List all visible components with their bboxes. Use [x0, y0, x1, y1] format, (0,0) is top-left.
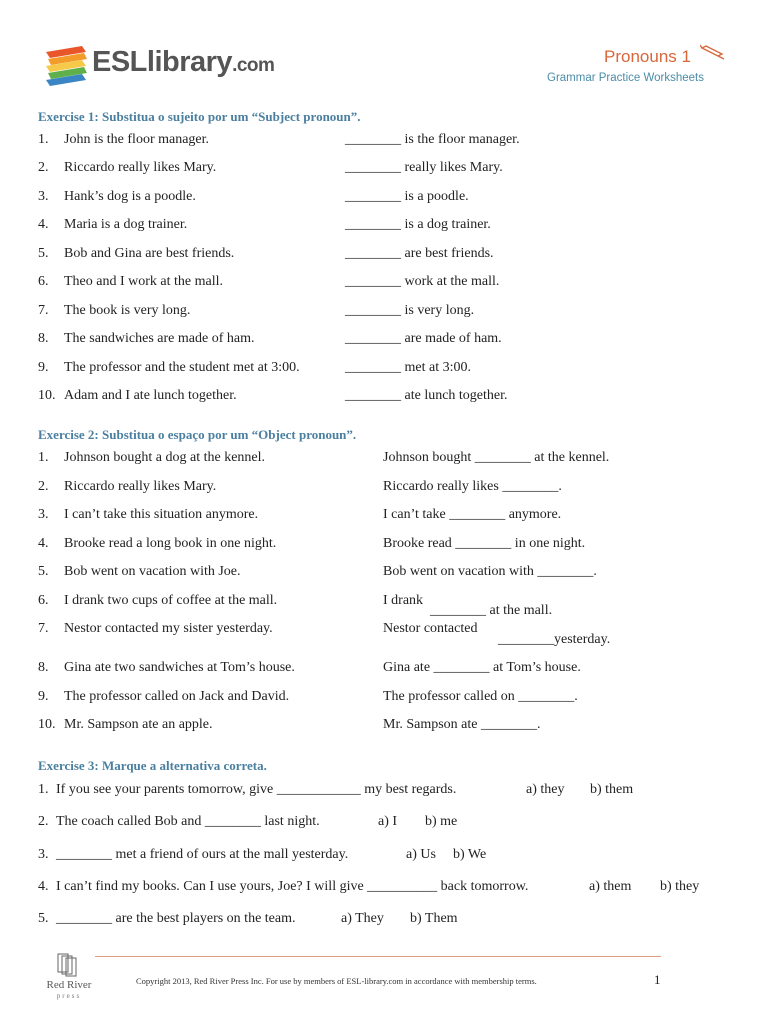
logo-wordmark: ESLlibrary.com: [92, 46, 275, 78]
item-number: 4.: [38, 536, 49, 551]
item-sentence: ________ met a friend of ours at the mall yesterday.: [56, 847, 349, 862]
item-sentence: I can’t take this situation anymore.: [64, 507, 259, 522]
books-stack-icon: [44, 44, 90, 90]
answer-blank: Mr. Sampson ate ________.: [383, 717, 541, 732]
worksheet-title: Pronouns 1: [604, 47, 691, 66]
item-sentence: Riccardo really likes Mary.: [64, 479, 217, 494]
item-sentence: ________ are the best players on the team.: [56, 911, 296, 926]
item-sentence: Adam and I ate lunch together.: [64, 388, 237, 403]
answer-blank: Riccardo really likes ________.: [383, 479, 562, 494]
item-number: 8.: [38, 331, 49, 346]
worksheet-subtitle: Grammar Practice Worksheets: [547, 72, 704, 84]
item-sentence: Hank’s dog is a poodle.: [64, 189, 196, 204]
item-number: 2.: [38, 479, 49, 494]
item-number: 6.: [38, 593, 49, 608]
option-a: a) them: [589, 879, 632, 894]
item-number: 3.: [38, 847, 49, 862]
item-sentence: The book is very long.: [64, 303, 191, 318]
option-a: a) I: [378, 814, 398, 829]
option-a: a) they: [526, 782, 565, 797]
option-a: a) They: [341, 911, 384, 926]
item-number: 5.: [38, 911, 49, 926]
answer-blank: ________ are best friends.: [345, 246, 494, 261]
answer-blank: ________ met at 3:00.: [345, 360, 471, 375]
answer-blank: The professor called on ________.: [383, 689, 578, 704]
item-number: 3.: [38, 507, 49, 522]
option-b: b) We: [453, 847, 487, 862]
exercise-1-title: Exercise 1: Substitua o sujeito por um “Subject pronoun”.: [38, 109, 361, 124]
item-number: 10.: [38, 388, 56, 403]
option-b: b) Them: [410, 911, 458, 926]
exercise-2-title: Exercise 2: Substitua o espaço por um “Object pronoun”.: [38, 427, 357, 442]
answer-blank: I can’t take ________ anymore.: [383, 507, 562, 522]
answer-blank: ________ work at the mall.: [345, 274, 500, 289]
answer-blank: Bob went on vacation with ________.: [383, 564, 597, 579]
publisher-name: Red River: [46, 979, 92, 991]
item-number: 8.: [38, 660, 49, 675]
item-number: 4.: [38, 217, 49, 232]
item-sentence: Gina ate two sandwiches at Tom’s house.: [64, 660, 295, 675]
item-sentence: The coach called Bob and ________ last night.: [56, 814, 320, 829]
item-number: 1.: [38, 782, 49, 797]
item-sentence: The professor called on Jack and David.: [64, 689, 290, 704]
answer-blank: ________ ate lunch together.: [345, 388, 508, 403]
item-number: 6.: [38, 274, 49, 289]
item-sentence: John is the floor manager.: [64, 132, 210, 147]
item-sentence: The professor and the student met at 3:00.: [64, 360, 300, 375]
answer-blank-continued: ________yesterday.: [498, 632, 611, 647]
page-number: 1: [654, 972, 661, 987]
item-number: 7.: [38, 303, 49, 318]
item-sentence: Bob went on vacation with Joe.: [64, 564, 241, 579]
answer-blank: ________ is a poodle.: [345, 189, 469, 204]
item-sentence: Johnson bought a dog at the kennel.: [64, 450, 266, 465]
answer-blank: Brooke read ________ in one night.: [383, 536, 586, 551]
option-b: b) me: [425, 814, 458, 829]
red-river-press-logo: [44, 952, 94, 1000]
item-number: 9.: [38, 689, 49, 704]
item-sentence: If you see your parents tomorrow, give ____________ my best regards.: [56, 782, 457, 797]
item-sentence: Nestor contacted my sister yesterday.: [64, 621, 273, 636]
item-number: 1.: [38, 132, 49, 147]
item-sentence: Bob and Gina are best friends.: [64, 246, 235, 261]
item-number: 5.: [38, 246, 49, 261]
item-sentence: Maria is a dog trainer.: [64, 217, 188, 232]
item-number: 4.: [38, 879, 49, 894]
item-sentence: I can’t find my books. Can I use yours, Joe? I will give __________ back tomorrow.: [56, 879, 529, 894]
item-number: 9.: [38, 360, 49, 375]
item-number: 1.: [38, 450, 49, 465]
pencil-icon: [700, 42, 726, 67]
answer-blank: I drank: [383, 593, 424, 608]
option-b: b) them: [590, 782, 634, 797]
item-sentence: Mr. Sampson ate an apple.: [64, 717, 213, 732]
item-number: 5.: [38, 564, 49, 579]
item-number: 7.: [38, 621, 49, 636]
item-sentence: Theo and I work at the mall.: [64, 274, 224, 289]
item-sentence: The sandwiches are made of ham.: [64, 331, 255, 346]
option-a: a) Us: [406, 847, 436, 862]
footer-divider: [95, 956, 661, 957]
item-sentence: I drank two cups of coffee at the mall.: [64, 593, 278, 608]
answer-blank: Nestor contacted: [383, 621, 478, 636]
answer-blank: Gina ate ________ at Tom’s house.: [383, 660, 581, 675]
answer-blank: ________ really likes Mary.: [345, 160, 503, 175]
item-sentence: Brooke read a long book in one night.: [64, 536, 277, 551]
item-number: 2.: [38, 814, 49, 829]
answer-blank: Johnson bought ________ at the kennel.: [383, 450, 610, 465]
option-b: b) they: [660, 879, 700, 894]
copyright-text: Copyright 2013, Red River Press Inc. For use by members of ESL-library.com in accordance with membership terms.: [136, 976, 537, 986]
item-number: 10.: [38, 717, 56, 732]
answer-blank: ________ is very long.: [345, 303, 475, 318]
item-number: 3.: [38, 189, 49, 204]
answer-blank: ________ is the floor manager.: [345, 132, 520, 147]
item-sentence: Riccardo really likes Mary.: [64, 160, 217, 175]
exercise-3-title: Exercise 3: Marque a alternativa correta.: [38, 758, 267, 773]
answer-blank-continued: ________ at the mall.: [430, 603, 553, 618]
answer-blank: ________ are made of ham.: [345, 331, 502, 346]
publisher-sub: press: [56, 992, 82, 1000]
answer-blank: ________ is a dog trainer.: [345, 217, 491, 232]
item-number: 2.: [38, 160, 49, 175]
